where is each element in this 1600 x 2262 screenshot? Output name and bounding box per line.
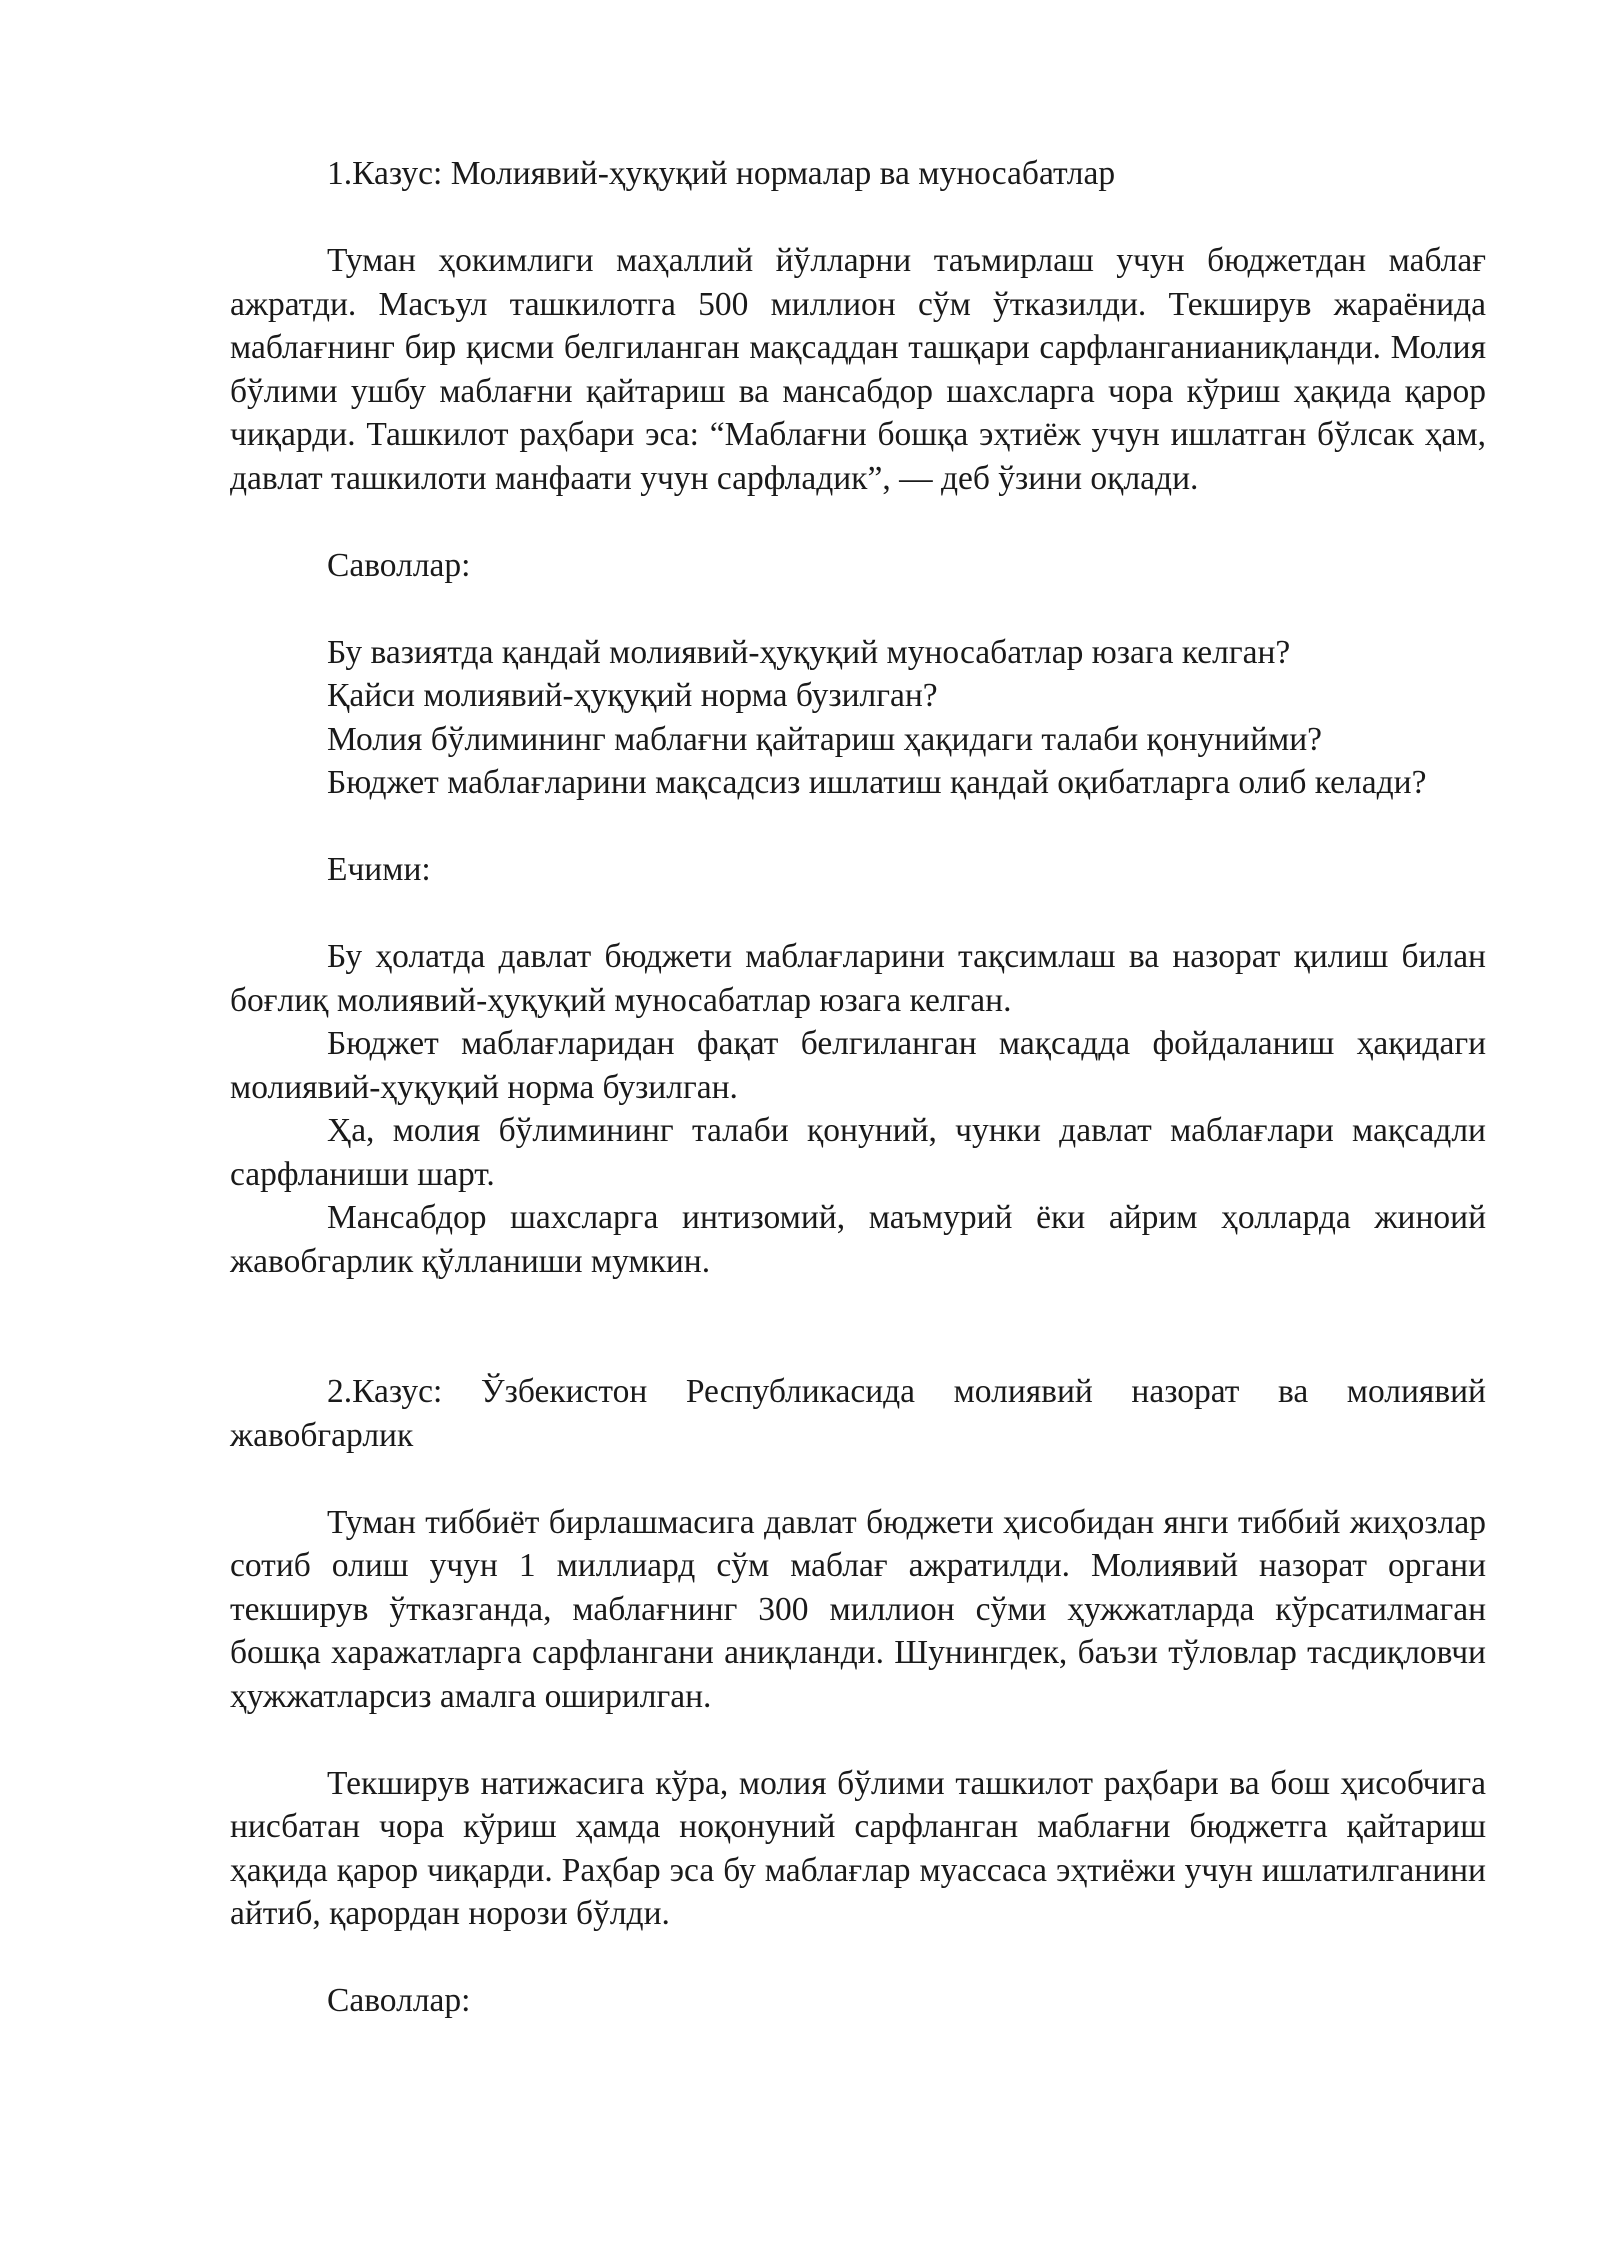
document-page bbox=[230, 152, 1486, 2023]
case1-question-4: Бюджет маблағларини мақсадсиз ишлатиш қандай оқибатларга олиб келади? bbox=[327, 764, 1427, 801]
case1-question-3: Молия бўлимининг маблағни қайтариш ҳақидаги талаби қонунийми? bbox=[327, 720, 1323, 758]
case2-body-2: Текширув натижасига кўра, молия бўлими ташкилот раҳбари ва бош ҳисобчига нисбатан чора кўриш ҳамда ноқонуний сарфланган маблағни бюджетга қайтариш ҳақида қарор чиқарди. Раҳбар эса бу маблағлар муассаса эҳтиёжи учун ишлатилганини айтиб, қарордан норози бўлди. bbox=[230, 1764, 1486, 1932]
case1-questions-heading: Саволлар: bbox=[327, 546, 471, 584]
case2-title: 2.Казус: Ўзбекистон Республикасида молиявий назорат ва молиявий жавобгарлик bbox=[230, 1373, 1486, 1454]
case1-solution-4: Мансабдор шахсларга интизомий, маъмурий ёки айрим ҳолларда жиноий жавобгарлик қўлланиши мумкин. bbox=[230, 1199, 1486, 1280]
case2-body-1: Туман тиббиёт бирлашмасига давлат бюджети ҳисобидан янги тиббий жиҳозлар сотиб олиш учун 1 миллиард сўм маблағ ажратилди. Молиявий назорат органи текширув ўтказганда, маблағнинг 300 миллион сўми ҳужжатларда кўрсатилмаган бошқа харажатларга сарфлангани аниқланди. Шунингдек, баъзи тўловлар тасдиқловчи ҳужжатларсиз амалга оширилган. bbox=[230, 1503, 1486, 1715]
case1-solution-1: Бу ҳолатда давлат бюджети маблағларини тақсимлаш ва назорат қилиш билан боғлиқ молиявий-ҳуқуқий муносабатлар юзага келган. bbox=[230, 938, 1486, 1019]
case1-question-2: Қайси молиявий-ҳуқуқий норма бузилган? bbox=[327, 677, 938, 714]
case1-body: Туман ҳокимлиги маҳаллий йўлларни таъмирлаш учун бюджетдан маблағ ажратди. Масъул ташкилотга 500 миллион сўм ўтказилди. Текширув жараёнида маблағнинг бир қисми белгиланган мақсаддан ташқари сарфланганианиқланди. Молия бўлими ушбу маблағни қайтариш ва мансабдор шахсларга чора кўриш ҳақида қарор чиқарди. Ташкилот раҳбари эса: “Маблағни бошқа эҳтиёж учун ишлатган бўлсак ҳам, давлат ташкилоти манфаати учун сарфладик”, — деб ўзини оқлади. bbox=[230, 242, 1486, 497]
case2-questions-heading: Саволлар: bbox=[327, 1982, 471, 2019]
case1-question-1: Бу вазиятда қандай молиявий-ҳуқуқий муносабатлар юзага келган? bbox=[327, 633, 1291, 671]
case1-solution-heading: Ечими: bbox=[327, 851, 431, 888]
case1-solution-3: Ҳа, молия бўлимининг талаби қонуний, чунки давлат маблағлари мақсадли сарфланиши шарт. bbox=[230, 1112, 1486, 1193]
case1-title: 1.Казус: Молиявий-ҳуқуқий нормалар ва муносабатлар bbox=[327, 155, 1116, 192]
case1-solution-2: Бюджет маблағларидан фақат белгиланган мақсадда фойдаланиш ҳақидаги молиявий-ҳуқуқий норма бузилган. bbox=[230, 1025, 1486, 1106]
